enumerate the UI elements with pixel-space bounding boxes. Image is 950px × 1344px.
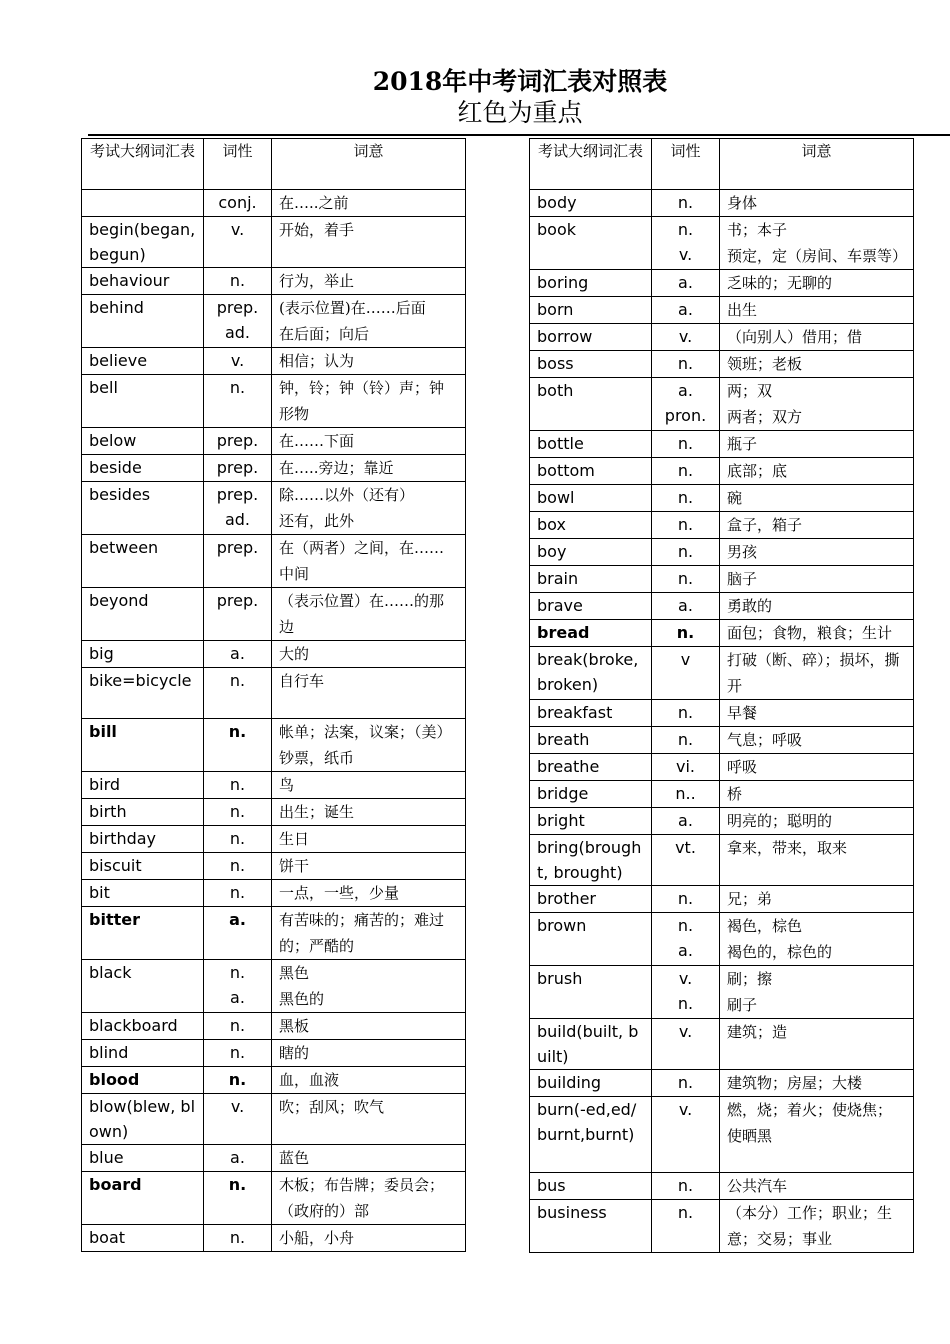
pos-cell: n. (652, 1070, 720, 1097)
word-cell: blackboard (82, 1013, 204, 1040)
table-row (530, 647, 914, 700)
meaning-cell: 在（两者）之间，在……中间 (272, 535, 466, 588)
word-cell: bitter (82, 907, 204, 960)
word-cell: board (82, 1172, 204, 1225)
table-row (530, 620, 914, 647)
meaning-cell: 书；本子 预定，定（房间、车票等） (720, 217, 914, 270)
word-cell: boat (82, 1225, 204, 1252)
pos-cell: n. (652, 351, 720, 378)
word-cell: bring(brought, brought) (530, 835, 652, 886)
table-row (530, 1019, 914, 1070)
word-cell: bright (530, 808, 652, 835)
meaning-cell: 钟，铃；钟（铃）声；钟形物 (272, 375, 466, 428)
meaning-cell: 面包；食物，粮食；生计 (720, 620, 914, 647)
table-row (530, 351, 914, 378)
meaning-cell: 碗 (720, 485, 914, 512)
table-row (82, 719, 466, 772)
table-row (82, 826, 466, 853)
table-row (82, 1067, 466, 1094)
table-row (530, 754, 914, 781)
word-cell: begin(began, begun) (82, 217, 204, 268)
meaning-cell: 脑子 (720, 566, 914, 593)
table-row (530, 1070, 914, 1097)
table-row (530, 190, 914, 217)
word-cell: biscuit (82, 853, 204, 880)
pos-cell: prep. ad. (204, 295, 272, 348)
word-cell: beside (82, 455, 204, 482)
pos-cell: a. (652, 808, 720, 835)
table-row (82, 588, 466, 641)
table-row (82, 217, 466, 268)
pos-cell: n.. (652, 781, 720, 808)
table-row (82, 455, 466, 482)
meaning-cell: 明亮的；聪明的 (720, 808, 914, 835)
meaning-cell: 吹；刮风；吹气 (272, 1094, 466, 1145)
word-cell: breathe (530, 754, 652, 781)
page-title: 2018年中考词汇表对照表 (372, 67, 668, 96)
meaning-cell: 盒子，箱子 (720, 512, 914, 539)
table-row (530, 270, 914, 297)
word-cell: bottom (530, 458, 652, 485)
meaning-cell: 领班；老板 (720, 351, 914, 378)
table-row (530, 727, 914, 754)
table-row (530, 593, 914, 620)
word-cell: blue (82, 1145, 204, 1172)
pos-cell: n. (652, 566, 720, 593)
pos-cell: n. (652, 190, 720, 217)
word-cell: break(broke, broken) (530, 647, 652, 700)
table-row (530, 835, 914, 886)
word-cell (82, 190, 204, 217)
pos-cell: v. (204, 217, 272, 268)
meaning-cell: 开始，着手 (272, 217, 466, 268)
table-row (82, 853, 466, 880)
table-row (530, 781, 914, 808)
meaning-cell: 黑色 黑色的 (272, 960, 466, 1013)
pos-cell: n. (652, 1173, 720, 1200)
word-cell: between (82, 535, 204, 588)
word-cell: birthday (82, 826, 204, 853)
word-cell: beyond (82, 588, 204, 641)
word-cell: burn(-ed,ed/burnt,burnt) (530, 1097, 652, 1173)
pos-cell: prep. ad. (204, 482, 272, 535)
meaning-cell: 黑板 (272, 1013, 466, 1040)
meaning-cell: 鸟 (272, 772, 466, 799)
word-cell: bus (530, 1173, 652, 1200)
table-row (82, 1040, 466, 1067)
pos-cell: prep. (204, 535, 272, 588)
meaning-cell: 建筑；造 (720, 1019, 914, 1070)
meaning-cell: 大的 (272, 641, 466, 668)
table-row (82, 1172, 466, 1225)
word-cell: bike=bicycle (82, 668, 204, 719)
word-cell: brother (530, 886, 652, 913)
table-row (82, 880, 466, 907)
meaning-cell: 瓶子 (720, 431, 914, 458)
pos-cell: n. (204, 799, 272, 826)
word-cell: boss (530, 351, 652, 378)
word-cell: book (530, 217, 652, 270)
table-row (530, 378, 914, 431)
word-cell: black (82, 960, 204, 1013)
pos-cell: n. (204, 375, 272, 428)
pos-cell: n. a. (204, 960, 272, 1013)
table-row (82, 348, 466, 375)
meaning-cell: 乏味的；无聊的 (720, 270, 914, 297)
meaning-cell: 帐单；法案，议案；（美）钞票，纸币 (272, 719, 466, 772)
table-row (530, 886, 914, 913)
pos-cell: n. (652, 431, 720, 458)
meaning-cell: 勇敢的 (720, 593, 914, 620)
pos-cell: n. (204, 1067, 272, 1094)
meaning-cell: 呼吸 (720, 754, 914, 781)
pos-cell: n. (652, 1200, 720, 1253)
meaning-cell: 木板；布告牌；委员会；（政府的）部 (272, 1172, 466, 1225)
table-row (530, 458, 914, 485)
meaning-cell: 生日 (272, 826, 466, 853)
table-row (82, 375, 466, 428)
word-cell: brush (530, 966, 652, 1019)
header-meaning: 词意 (720, 139, 914, 190)
table-row (530, 700, 914, 727)
pos-cell: v. (652, 324, 720, 351)
table-row (530, 431, 914, 458)
meaning-cell: 一点，一些，少量 (272, 880, 466, 907)
meaning-cell: 建筑物；房屋；大楼 (720, 1070, 914, 1097)
pos-cell: a. pron. (652, 378, 720, 431)
word-cell: behaviour (82, 268, 204, 295)
table-row (530, 966, 914, 1019)
meaning-cell: 瞎的 (272, 1040, 466, 1067)
table-row (82, 1225, 466, 1252)
word-cell: behind (82, 295, 204, 348)
header-word: 考试大纲词汇表 (82, 139, 204, 190)
table-row (82, 772, 466, 799)
header-pos: 词性 (204, 139, 272, 190)
table-row (530, 808, 914, 835)
table-header-row (82, 139, 466, 190)
meaning-cell: 出生 (720, 297, 914, 324)
word-cell: brain (530, 566, 652, 593)
pos-cell: a. (204, 907, 272, 960)
word-cell: borrow (530, 324, 652, 351)
word-cell: bird (82, 772, 204, 799)
pos-cell: a. (652, 593, 720, 620)
pos-cell: prep. (204, 588, 272, 641)
pos-cell: n. (204, 880, 272, 907)
vocab-table-left (81, 138, 466, 1252)
meaning-cell: （表示位置）在……的那边 (272, 588, 466, 641)
meaning-cell: 褐色，棕色 褐色的，棕色的 (720, 913, 914, 966)
table-row (82, 535, 466, 588)
word-cell: building (530, 1070, 652, 1097)
pos-cell: v. n. (652, 966, 720, 1019)
word-cell: body (530, 190, 652, 217)
pos-cell: n. (652, 886, 720, 913)
word-cell: build(built, built) (530, 1019, 652, 1070)
word-cell: big (82, 641, 204, 668)
table-row (82, 295, 466, 348)
meaning-cell: 底部；底 (720, 458, 914, 485)
meaning-cell: 有苦味的；痛苦的；难过的；严酷的 (272, 907, 466, 960)
meaning-cell: 血，血液 (272, 1067, 466, 1094)
table-row (82, 1145, 466, 1172)
pos-cell: n. (652, 539, 720, 566)
word-cell: birth (82, 799, 204, 826)
word-cell: blow(blew, blown) (82, 1094, 204, 1145)
pos-cell: v. (652, 1097, 720, 1173)
meaning-cell: 兄；弟 (720, 886, 914, 913)
table-row (530, 913, 914, 966)
meaning-cell: 拿来，带来，取来 (720, 835, 914, 886)
word-cell: boy (530, 539, 652, 566)
word-cell: bowl (530, 485, 652, 512)
title-rule (88, 134, 950, 136)
pos-cell: n. (204, 668, 272, 719)
pos-cell: v (652, 647, 720, 700)
pos-cell: v. (652, 1019, 720, 1070)
table-row (82, 482, 466, 535)
pos-cell: a. (204, 1145, 272, 1172)
table-row (82, 641, 466, 668)
word-cell: bottle (530, 431, 652, 458)
pos-cell: n. v. (652, 217, 720, 270)
meaning-cell: 除……以外（还有） 还有，此外 (272, 482, 466, 535)
table-row (530, 217, 914, 270)
table-row (82, 268, 466, 295)
table-row (530, 485, 914, 512)
word-cell: business (530, 1200, 652, 1253)
meaning-cell: (表示位置)在……后面 在后面；向后 (272, 295, 466, 348)
pos-cell: n. (652, 620, 720, 647)
pos-cell: v. (204, 1094, 272, 1145)
pos-cell: n. (204, 853, 272, 880)
meaning-cell: 蓝色 (272, 1145, 466, 1172)
pos-cell: a. (652, 270, 720, 297)
meaning-cell: 在…..之前 (272, 190, 466, 217)
meaning-cell: 早餐 (720, 700, 914, 727)
pos-cell: vt. (652, 835, 720, 886)
table-row (530, 539, 914, 566)
word-cell: born (530, 297, 652, 324)
header-pos: 词性 (652, 139, 720, 190)
meaning-cell: 桥 (720, 781, 914, 808)
word-cell: below (82, 428, 204, 455)
meaning-cell: 饼干 (272, 853, 466, 880)
meaning-cell: 自行车 (272, 668, 466, 719)
pos-cell: conj. (204, 190, 272, 217)
meaning-cell: 在…..旁边；靠近 (272, 455, 466, 482)
header-word: 考试大纲词汇表 (530, 139, 652, 190)
meaning-cell: 出生；诞生 (272, 799, 466, 826)
meaning-cell: 行为，举止 (272, 268, 466, 295)
table-row (82, 907, 466, 960)
pos-cell: a. (204, 641, 272, 668)
meaning-cell: 身体 (720, 190, 914, 217)
table-row (530, 566, 914, 593)
header-meaning: 词意 (272, 139, 466, 190)
pos-cell: n. (652, 700, 720, 727)
word-cell: bill (82, 719, 204, 772)
pos-cell: n. (204, 268, 272, 295)
table-row (82, 1013, 466, 1040)
table-row (530, 1173, 914, 1200)
meaning-cell: 男孩 (720, 539, 914, 566)
pos-cell: n. (652, 727, 720, 754)
word-cell: both (530, 378, 652, 431)
word-cell: boring (530, 270, 652, 297)
word-cell: breath (530, 727, 652, 754)
meaning-cell: 刷；擦 刷子 (720, 966, 914, 1019)
table-row (82, 668, 466, 719)
word-cell: bell (82, 375, 204, 428)
vocab-table-right (529, 138, 914, 1253)
pos-cell: n. (204, 1013, 272, 1040)
word-cell: box (530, 512, 652, 539)
word-cell: brown (530, 913, 652, 966)
pos-cell: v. (204, 348, 272, 375)
table-row (82, 799, 466, 826)
page-subtitle: 红色为重点 (457, 98, 583, 127)
meaning-cell: 小船，小舟 (272, 1225, 466, 1252)
pos-cell: n. (204, 719, 272, 772)
meaning-cell: （本分）工作；职业；生意；交易；事业 (720, 1200, 914, 1253)
word-cell: bridge (530, 781, 652, 808)
meaning-cell: 打破（断、碎）；损坏，撕开 (720, 647, 914, 700)
table-row (530, 297, 914, 324)
table-row (530, 1097, 914, 1173)
word-cell: brave (530, 593, 652, 620)
pos-cell: vi. (652, 754, 720, 781)
pos-cell: prep. (204, 428, 272, 455)
meaning-cell: 相信；认为 (272, 348, 466, 375)
meaning-cell: （向别人）借用；借 (720, 324, 914, 351)
table-row (82, 190, 466, 217)
word-cell: blind (82, 1040, 204, 1067)
word-cell: besides (82, 482, 204, 535)
table-row (530, 512, 914, 539)
meaning-cell: 燃，烧；着火；使烧焦；使晒黑 (720, 1097, 914, 1173)
table-row (82, 960, 466, 1013)
table-row (530, 324, 914, 351)
word-cell: breakfast (530, 700, 652, 727)
pos-cell: a. (652, 297, 720, 324)
meaning-cell: 气息；呼吸 (720, 727, 914, 754)
pos-cell: n. (652, 485, 720, 512)
pos-cell: n. (652, 458, 720, 485)
word-cell: bit (82, 880, 204, 907)
pos-cell: n. (652, 512, 720, 539)
meaning-cell: 在……下面 (272, 428, 466, 455)
pos-cell: n. (204, 826, 272, 853)
table-header-row (530, 139, 914, 190)
word-cell: believe (82, 348, 204, 375)
pos-cell: n. a. (652, 913, 720, 966)
pos-cell: n. (204, 1172, 272, 1225)
pos-cell: prep. (204, 455, 272, 482)
pos-cell: n. (204, 1040, 272, 1067)
pos-cell: n. (204, 772, 272, 799)
meaning-cell: 两；双 两者；双方 (720, 378, 914, 431)
table-row (82, 428, 466, 455)
meaning-cell: 公共汽车 (720, 1173, 914, 1200)
word-cell: bread (530, 620, 652, 647)
table-row (82, 1094, 466, 1145)
word-cell: blood (82, 1067, 204, 1094)
table-row (530, 1200, 914, 1253)
pos-cell: n. (204, 1225, 272, 1252)
